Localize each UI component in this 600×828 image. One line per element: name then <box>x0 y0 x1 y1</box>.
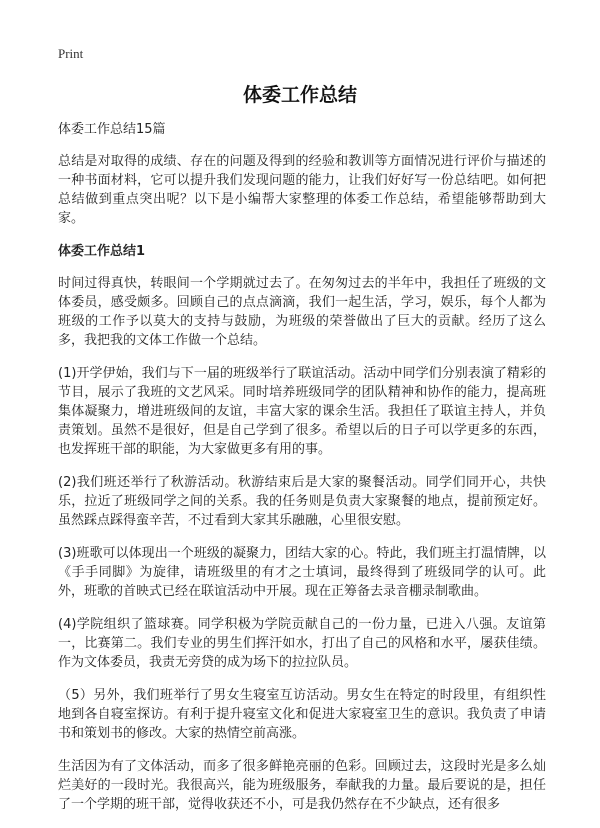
paragraph-4: (3)班歌可以体现出一个班级的凝聚力，团结大家的心。特此，我们班主打温情牌，以《手手同脚》为旋律，请班级里的有才之士填词，最终得到了班级同学的认可。此外，班歌的首映式已经在联谊活动中开展。现在正筹备去录音棚录制歌曲。 <box>58 546 546 599</box>
paragraph-2: (1)开学伊始，我们与下一届的班级举行了联谊活动。活动中同学们分别表演了精彩的节目，展示了我班的文艺风采。同时培养班级同学的团队精神和协作的能力，提高班集体凝聚力，增进班级间的友谊，丰富大家的课余生活。我担任了联谊主持人，并负责策划。虽然不是很好，但是自己学到了很多。希望以后的日子可以学更多的东西，也发挥班干部的职能，为大家做更多有用的事。 <box>58 366 546 457</box>
paragraph-7: 生活因为有了文体活动，而多了很多鲜艳亮丽的色彩。回顾过去，这段时光是多么灿烂美好的一段时光。我很高兴，能为班级服务，奉献我的力量。最后要说的是，担任了一个学期的班干部，觉得收获还不小，可是我仍然存在不少缺点，还有很多 <box>58 759 546 812</box>
page-title: 体委工作总结 <box>242 84 357 106</box>
document-body <box>58 120 546 828</box>
paragraph-1: 时间过得真快，转眼间一个学期就过去了。在匆匆过去的半年中，我担任了班级的文体委员，感受颇多。回顾自己的点点滴滴，我们一起生活，学习，娱乐，每个人都为班级的工作予以莫大的支持与鼓励，为班级的荣誉做出了巨大的贡献。经历了这么多，我把我的文体工作做一个总结。 <box>58 276 546 348</box>
document-subtitle: 体委工作总结15篇 <box>58 122 166 137</box>
paragraph-3: (2)我们班还举行了秋游活动。秋游结束后是大家的聚餐活动。同学们同开心，共快乐，拉近了班级同学之间的关系。我的任务则是负责大家聚餐的地点，提前预定好。虽然踩点踩得蛮辛苦，不过看到大家其乐融融，心里很安慰。 <box>58 475 546 528</box>
intro-paragraph: 总结是对取得的成绩、存在的问题及得到的经验和教训等方面情况进行评价与描述的一种书面材料，它可以提升我们发现问题的能力，让我们好好写一份总结吧。如何把总结做到重点突出呢？以下是小编帮大家整理的体委工作总结，希望能够帮助到大家。 <box>58 154 546 226</box>
print-link[interactable]: Print <box>58 46 84 61</box>
paragraph-5: (4)学院组织了篮球赛。同学积极为学院贡献自己的一份力量，已进入八强。友谊第一，比赛第二。我们专业的男生们挥汗如水，打出了自己的风格和水平，屡获佳绩。作为文体委员，我责无旁贷的成为场下的拉拉队员。 <box>58 617 546 670</box>
section-heading: 体委工作总结1 <box>58 244 146 259</box>
paragraph-6: （5）另外，我们班举行了男女生寝室互访活动。男女生在特定的时段里，有组织性地到各自寝室探访。有利于提升寝室文化和促进大家寝室卫生的意识。我负责了申请书和策划书的修改。大家的热情空前高涨。 <box>58 688 546 741</box>
